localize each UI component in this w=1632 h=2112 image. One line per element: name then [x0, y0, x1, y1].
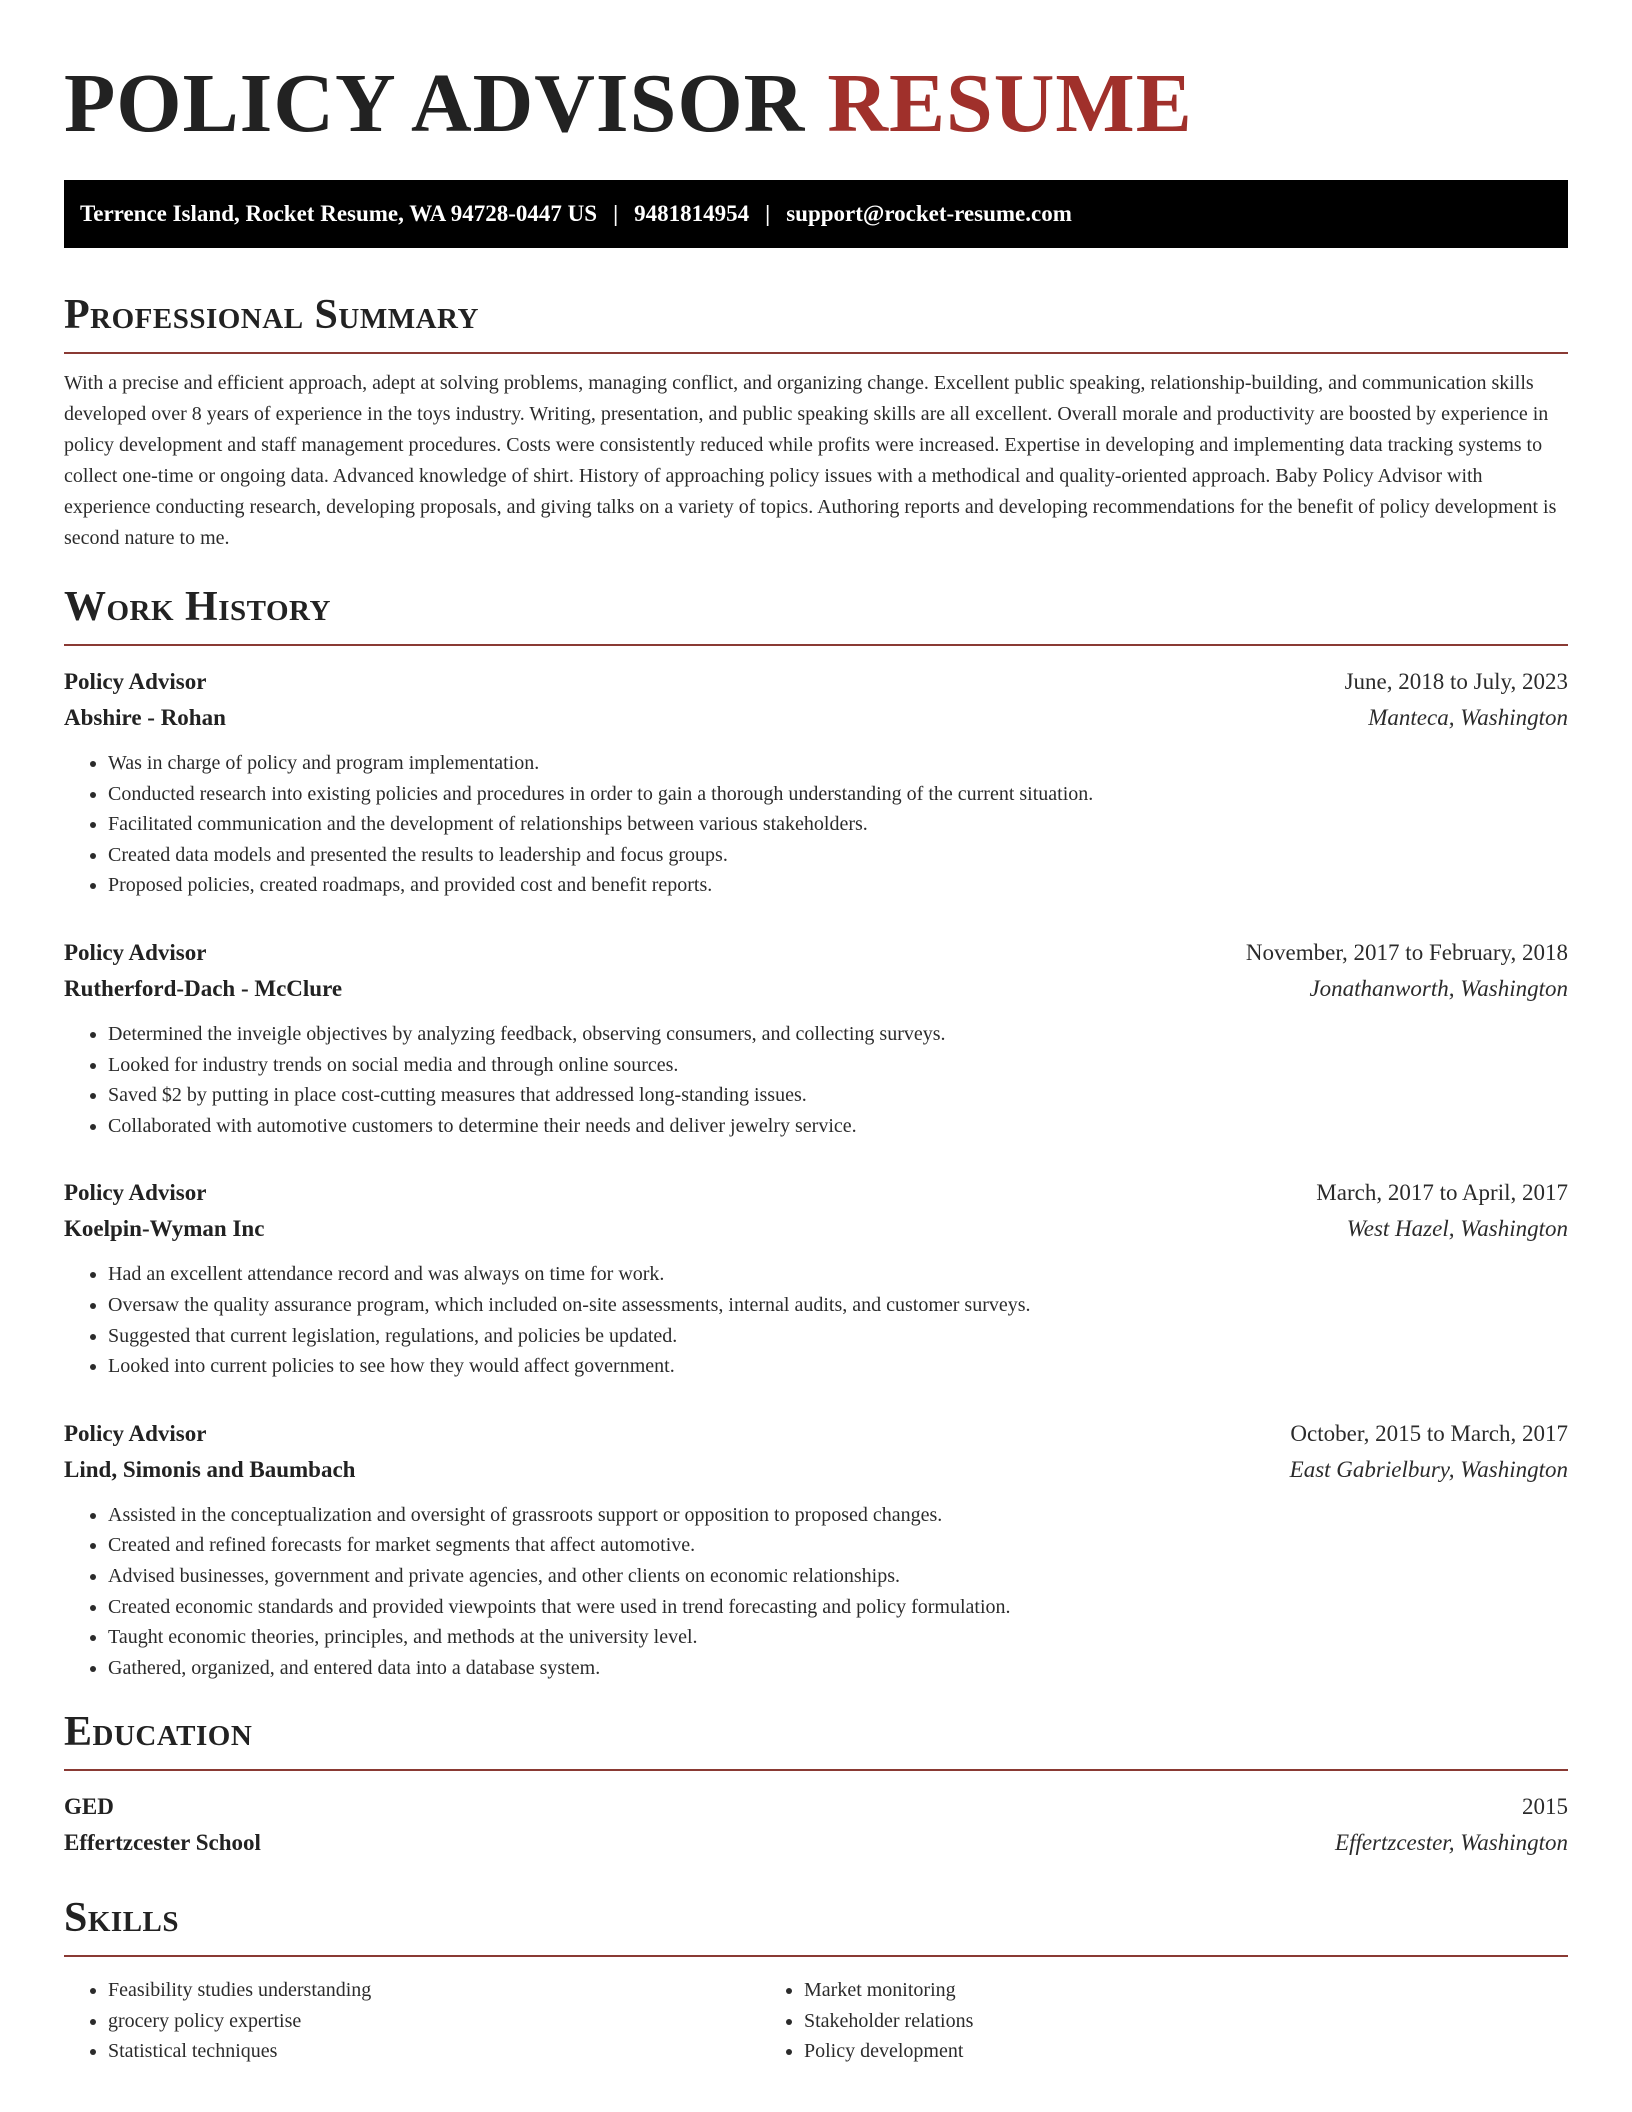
job-location: East Gabrielbury, Washington: [1289, 1456, 1568, 1482]
education-location: Effertzcester, Washington: [1335, 1830, 1568, 1856]
education-degree: GED: [64, 1794, 114, 1820]
work-history-heading: Work History: [64, 584, 331, 630]
skills-column: [760, 1975, 1456, 2067]
skills-list: [64, 1975, 1568, 2067]
job-title: Policy Advisor: [64, 669, 207, 694]
job-bullet: • Created economic standards and provided viewpoints that were used in trend forecasting and policy formulation.: [108, 1592, 1568, 1623]
job-title: Policy Advisor: [64, 939, 207, 965]
job-bullet: • Created and refined forecasts for market segments that affect automotive.: [108, 1530, 1568, 1561]
job-entry: [64, 664, 1568, 901]
skills-heading: Skills: [64, 1895, 180, 1942]
job-title: Policy Advisor: [64, 1420, 207, 1446]
skill-item: • grocery policy expertise: [108, 2006, 760, 2037]
job-bullet: • Determined the inveigle objectives by analyzing feedback, observing consumers, and collecting surveys.: [108, 1019, 1568, 1050]
job-bullet: • Advised businesses, government and private agencies, and other clients on economic relationships.: [108, 1561, 1568, 1592]
job-bullet: • Created data models and presented the results to leadership and focus groups.: [108, 840, 1568, 871]
job-entry: [64, 1175, 1568, 1381]
contact-bar: [64, 180, 1568, 248]
job-bullet: • Taught economic theories, principles, and methods at the university level.: [108, 1622, 1568, 1653]
summary-heading: Professional Summary: [64, 292, 479, 338]
job-bullet: • Facilitated communication and the development of relationships between various stakeholders.: [108, 809, 1568, 840]
job-bullet: • Looked into current policies to see how they would affect government.: [108, 1351, 1568, 1382]
skill-item: • Market monitoring: [804, 1975, 1456, 2006]
title-accent: RESUME: [827, 57, 1193, 150]
title-main: POLICY ADVISOR: [64, 57, 806, 150]
job-bullets: [64, 1500, 1568, 1684]
education-entry: [64, 1789, 1568, 1861]
page-title: [64, 0, 1568, 150]
section-divider: [64, 644, 1568, 646]
section-divider: [64, 352, 1568, 354]
job-bullet: • Gathered, organized, and entered data into a database system.: [108, 1653, 1568, 1684]
skill-item: • Statistical techniques: [108, 2036, 760, 2067]
job-bullet: • Assisted in the conceptualization and oversight of grassroots support or opposition to proposed changes.: [108, 1500, 1568, 1531]
contact-email[interactable]: support@rocket-resume.com: [786, 201, 1072, 226]
job-title: Policy Advisor: [64, 1180, 207, 1206]
job-bullets: [64, 1019, 1568, 1141]
job-company: Lind, Simonis and Baumbach: [64, 1456, 356, 1482]
job-entry: [64, 935, 1568, 1141]
job-dates: October, 2015 to March, 2017: [1290, 1420, 1568, 1446]
job-company: Abshire - Rohan: [64, 705, 226, 730]
job-entry: [64, 1416, 1568, 1684]
skill-item: • Feasibility studies understanding: [108, 1975, 760, 2006]
job-location: Manteca, Washington: [1368, 705, 1568, 730]
job-bullet: • Collaborated with automotive customers to determine their needs and deliver jewelry service.: [108, 1111, 1568, 1142]
job-location: Jonathanworth, Washington: [1309, 975, 1568, 1001]
job-bullet: • Suggested that current legislation, regulations, and policies be updated.: [108, 1321, 1568, 1352]
section-divider: [64, 1769, 1568, 1771]
education-school: Effertzcester School: [64, 1830, 261, 1856]
section-divider: [64, 1955, 1568, 1957]
job-bullet: • Was in charge of policy and program implementation.: [108, 748, 1568, 779]
education-year: 2015: [1522, 1794, 1568, 1820]
skill-item: • Stakeholder relations: [804, 2006, 1456, 2037]
job-bullet: • Saved $2 by putting in place cost-cutting measures that addressed long-standing issues.: [108, 1080, 1568, 1111]
job-dates: March, 2017 to April, 2017: [1316, 1180, 1568, 1206]
contact-separator: |: [613, 201, 619, 226]
contact-phone[interactable]: 9481814954: [634, 201, 750, 226]
job-bullets: [64, 748, 1568, 901]
job-bullet: • Conducted research into existing policies and procedures in order to gain a thorough understanding of the current situation.: [108, 779, 1568, 810]
job-location: West Hazel, Washington: [1346, 1216, 1568, 1242]
job-company: Rutherford-Dach - McClure: [64, 975, 343, 1001]
job-bullets: [64, 1259, 1568, 1381]
skills-column: [64, 1975, 760, 2067]
job-company: Koelpin-Wyman Inc: [64, 1216, 265, 1242]
summary-text: With a precise and efficient approach, adept at solving problems, managing conflict, and organizing change. Excellent public speaking, relationship-building, and communication skills developed over 8 years of experience in the toys industry. Writing, presentation, and public speaking skills are all excellent. Overall morale and productivity are boosted by experience in policy development and staff management procedures. Costs were consistently reduced while profits were increased. Expertise in developing and implementing data tracking systems to collect one-time or ongoing data. Advanced knowledge of shirt. History of approaching policy issues with a methodical and quality-oriented approach. Baby Policy Advisor with experience conducting research, developing proposals, and giving talks on a variety of topics. Authoring reports and developing recommendations for the benefit of policy development is second nature to me.: [64, 372, 1557, 549]
skill-item: • Policy development: [804, 2036, 1456, 2067]
contact-address: Terrence Island, Rocket Resume, WA 94728-0447 US: [80, 201, 598, 226]
contact-separator: |: [765, 201, 771, 226]
job-bullet: • Oversaw the quality assurance program, which included on-site assessments, internal audits, and customer surveys.: [108, 1290, 1568, 1321]
education-heading: Education: [64, 1709, 253, 1756]
job-bullet: • Proposed policies, created roadmaps, and provided cost and benefit reports.: [108, 870, 1568, 901]
job-bullet: • Looked for industry trends on social media and through online sources.: [108, 1050, 1568, 1081]
job-dates: June, 2018 to July, 2023: [1344, 669, 1568, 694]
job-dates: November, 2017 to February, 2018: [1245, 939, 1568, 965]
job-bullet: • Had an excellent attendance record and was always on time for work.: [108, 1259, 1568, 1290]
